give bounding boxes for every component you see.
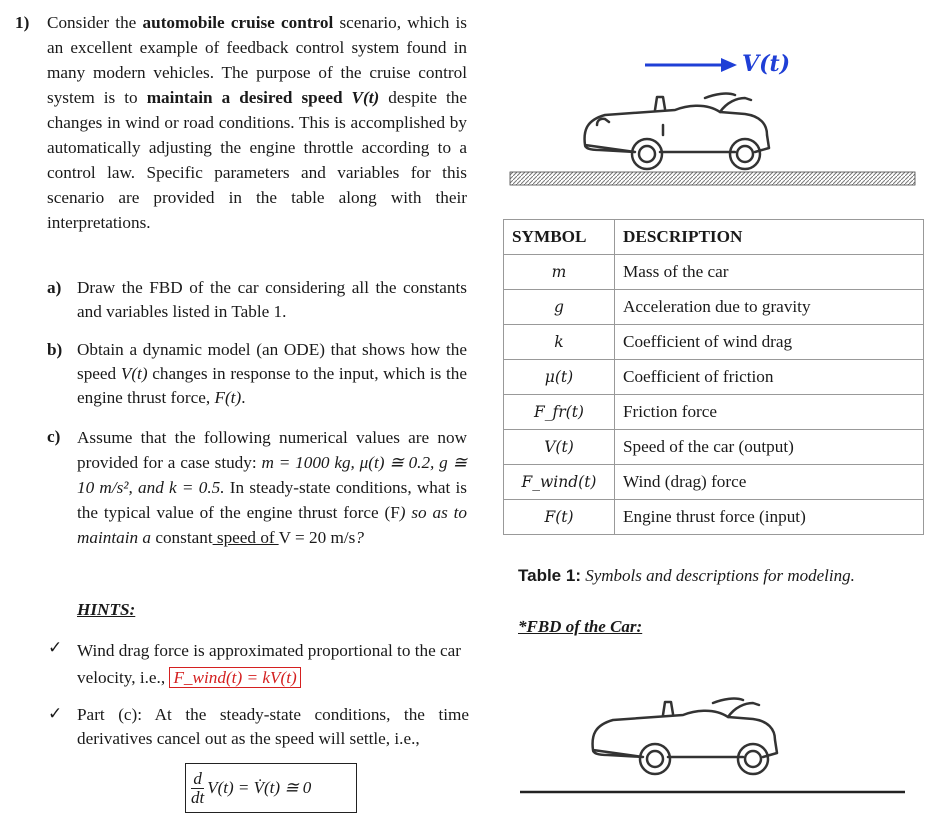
fbd-title: *FBD of the Car: [518, 617, 643, 636]
table-row: F_wind(t) Wind (drag) force [504, 465, 924, 500]
table-row: F_fr(t) Friction force [504, 395, 924, 430]
caption-label: Table 1: [518, 566, 581, 585]
table-caption [518, 566, 855, 586]
part-c-label: c) [47, 427, 61, 446]
car-icon [585, 94, 769, 169]
symbols-table [503, 219, 924, 535]
frac-den: dt [191, 787, 205, 807]
table-row: m Mass of the car [504, 255, 924, 290]
header-symbol: SYMBOL [504, 220, 615, 255]
table-row: g Acceleration due to gravity [504, 290, 924, 325]
equation-rest: V(t) = V̇(t) ≅ 0 [207, 778, 312, 797]
part-a-label: a) [47, 278, 62, 297]
check-icon: ✓ [48, 704, 63, 724]
part-a-text: Draw the FBD of the car considering all the constants and variables listed in Table 1. [77, 278, 467, 321]
part-b-label: b) [47, 340, 63, 359]
car-icon [593, 699, 777, 774]
hints-title: HINTS: [77, 600, 136, 619]
table-row: k Coefficient of wind drag [504, 325, 924, 360]
table-row: μ(t) Coefficient of friction [504, 360, 924, 395]
question-intro: Consider the automobile cruise control scenario, which is an excellent example of feedback control system found in many modern vehicles. The purpose of the cruise control system is to maintain a desired speed V(t) despite the changes in wind or road conditions. This is accomplished by automatically adjusting the engine throttle according to a control law. Specific parameters and variables for this scenario are provided in the table along with their interpretations. [47, 13, 468, 232]
velocity-label: V(t) [742, 51, 791, 77]
caption-text: Symbols and descriptions for modeling. [585, 566, 855, 585]
fbd-car-figure [515, 695, 910, 805]
wind-formula-box: F_wind(t) = kV(t) [169, 667, 300, 688]
table-header-row [504, 220, 924, 255]
part-c-text: Assume that the following numerical values are now provided for a case study: m = 1000 kg, μ(t) ≅ 0.2, g ≅ 10 m/s², and k = 0.5. In steady-state conditions, what is the typical value of the engine thrust force (F) so as to maintain a constant speed of V = 20 m/s? [77, 428, 467, 547]
steady-state-equation [185, 763, 357, 813]
arrow-head [721, 58, 737, 72]
question-number: 1) [15, 13, 30, 32]
frac-num: d [193, 768, 202, 788]
ground-hatch [510, 172, 915, 185]
table-row: F(t) Engine thrust force (input) [504, 500, 924, 535]
part-b-text: Obtain a dynamic model (an ODE) that shows how the speed V(t) changes in response to the input, which is the engine thrust force, F(t). [77, 340, 468, 407]
car-figure [505, 40, 925, 200]
hint-2-text: Part (c): At the steady-state conditions, the time derivatives cancel out as the speed will settle, i.e., [77, 705, 469, 748]
check-icon: ✓ [48, 638, 63, 658]
table-row: V(t) Speed of the car (output) [504, 430, 924, 465]
header-description: DESCRIPTION [615, 220, 924, 255]
hint-1-text: Wind drag force is approximated proportional to the car velocity, i.e., F_wind(t) = kV(t) [77, 641, 461, 687]
